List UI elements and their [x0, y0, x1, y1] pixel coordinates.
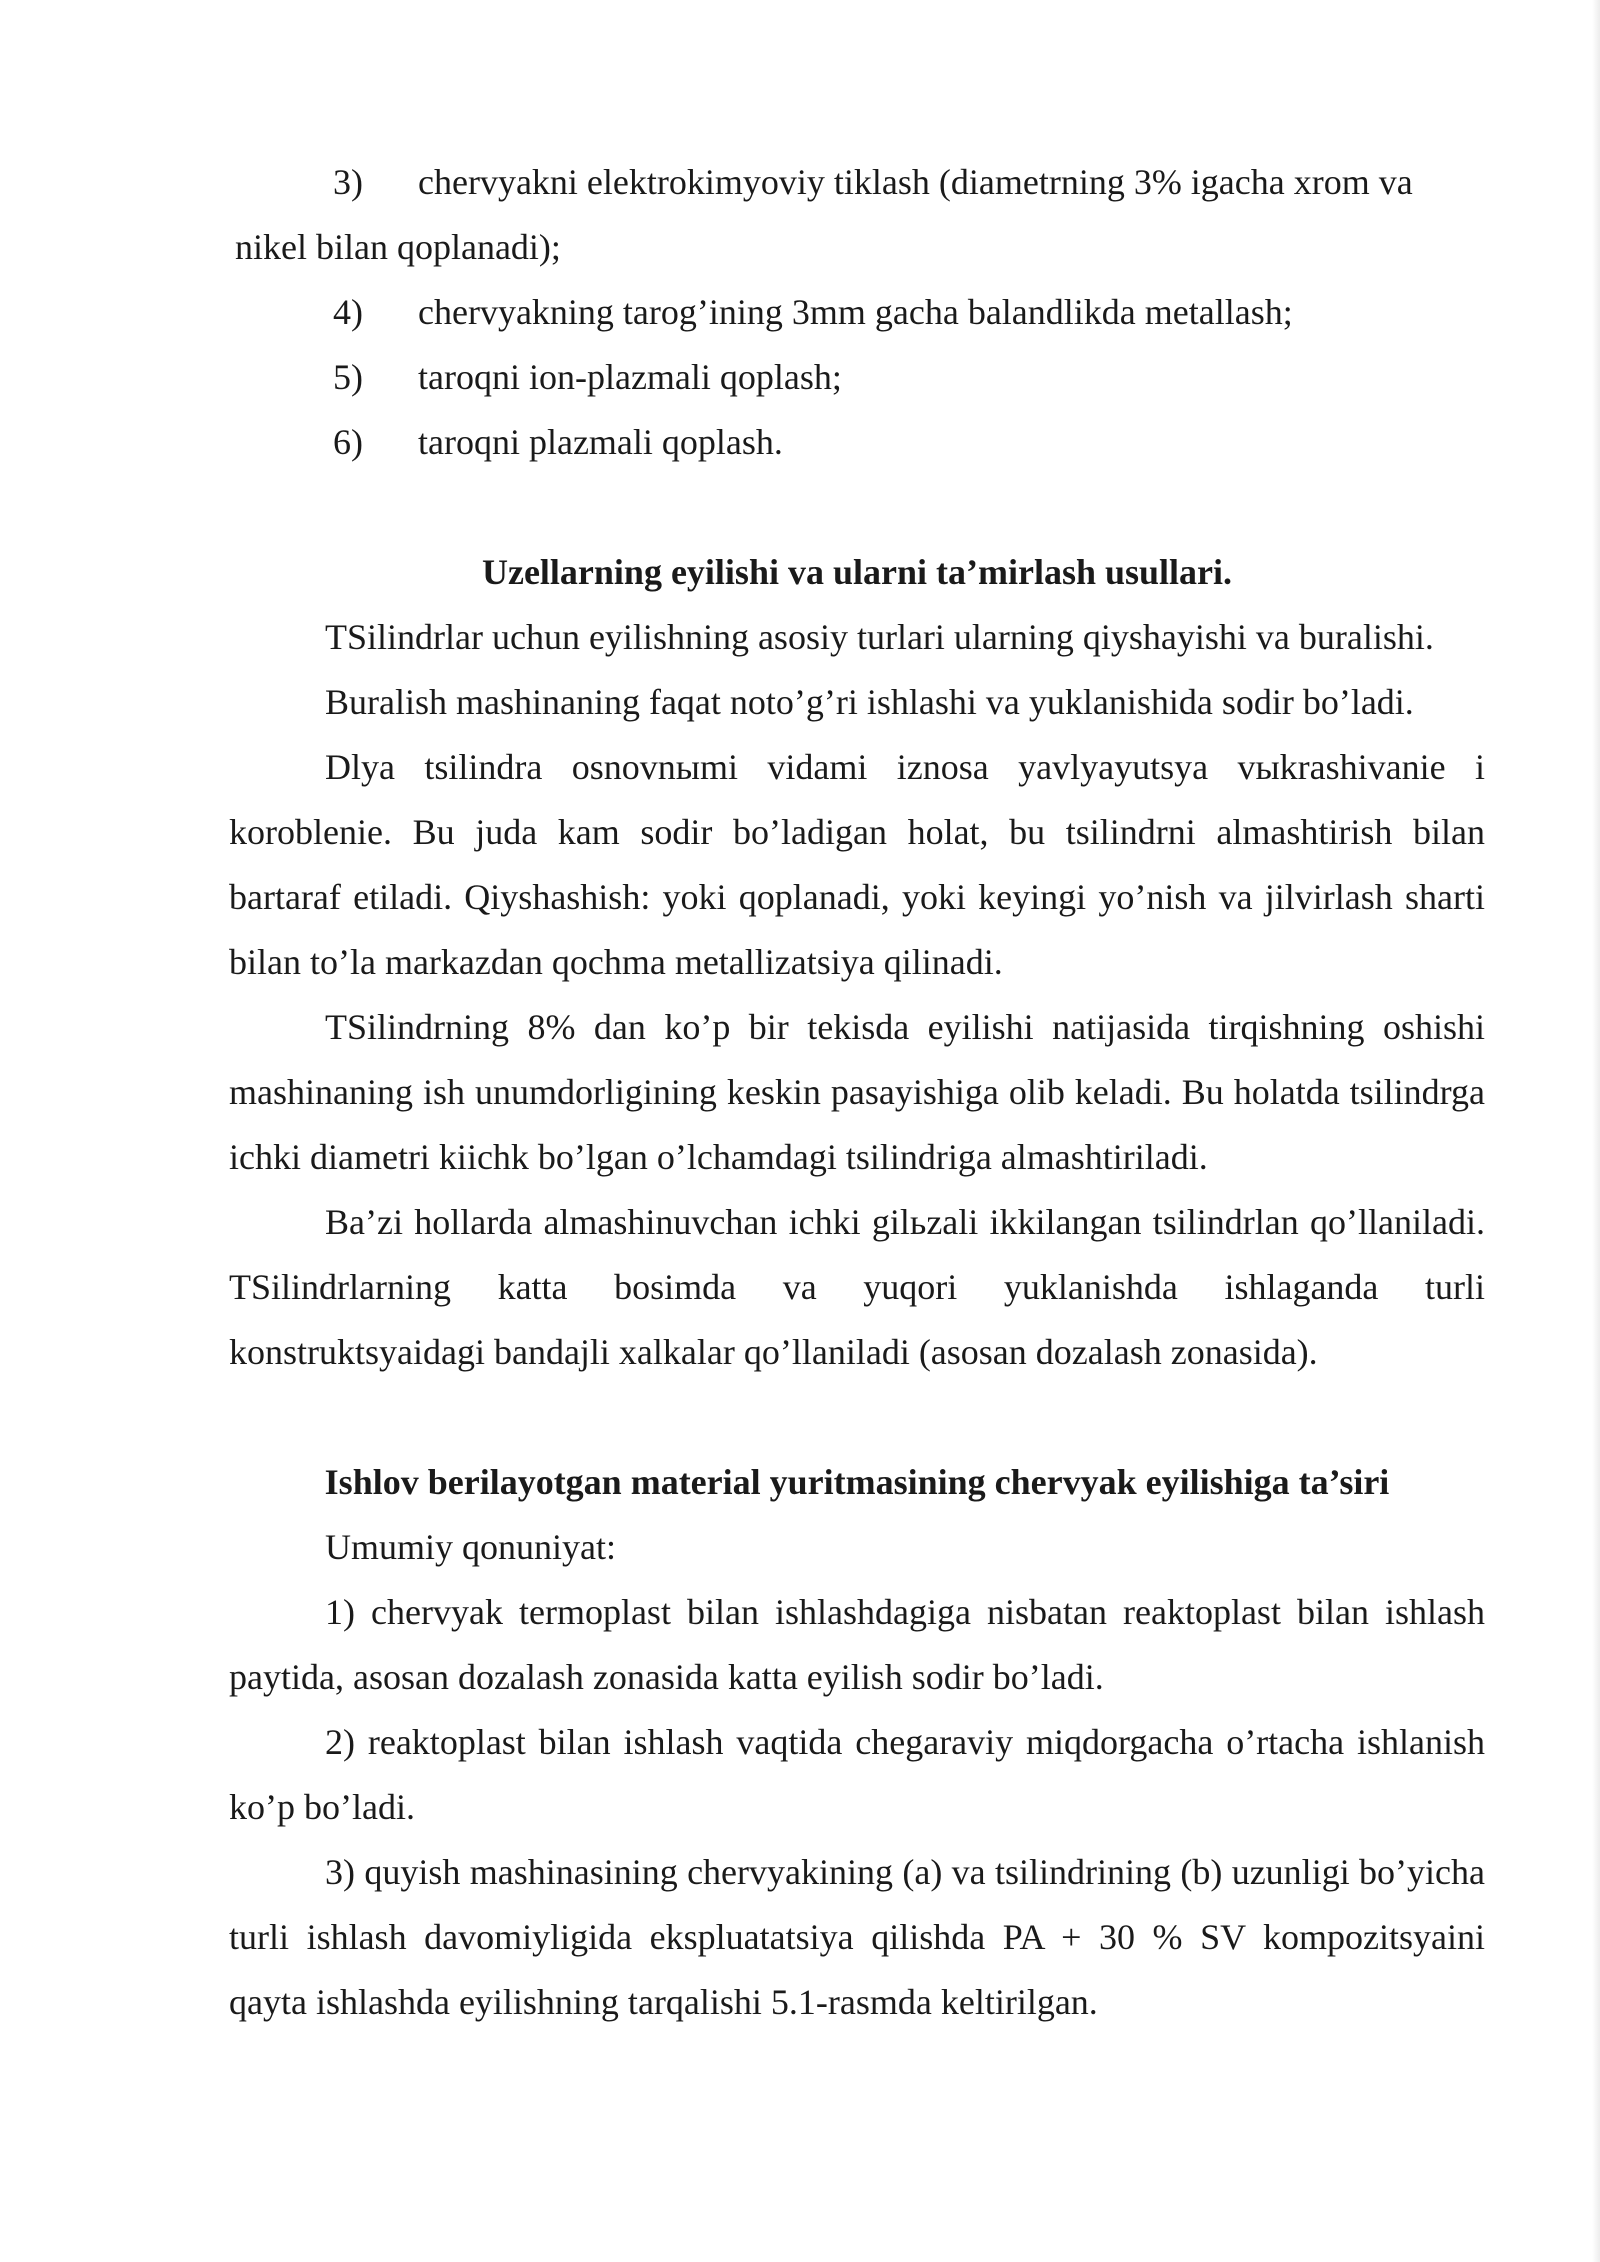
- page-edge-shadow: [1592, 0, 1600, 2262]
- list-item: [229, 280, 1485, 345]
- paragraph: 3) quyish mashinasining chervyakining (a) va tsilindrining (b) uzunligi bo’yicha turli ishlash davomiyligida ekspluatatsiya qilishda PA + 30 % SV kompozitsyaini qayta ishlashda eyilishning tarqalishi 5.1-rasmda keltirilgan.: [229, 1852, 1485, 2022]
- paragraph: Ba’zi hollarda almashinuvchan ichki gilьzali ikkilangan tsilindrlan qo’llaniladi. TSilindrlarning katta bosimda va yuqori yuklanishda ishlaganda turli konstruktsyaidagi bandajli xalkalar qo’llaniladi (asosan dozalash zonasida).: [229, 1202, 1485, 1372]
- paragraph: TSilindrlar uchun eyilishning asosiy turlari ularning qiyshayishi va buralishi.: [325, 617, 1434, 657]
- list-item: [229, 345, 1485, 410]
- paragraph: Buralish mashinaning faqat noto’g’ri ishlashi va yuklanishida sodir bo’ladi.: [325, 682, 1414, 722]
- list-item-number: 5): [333, 357, 363, 397]
- list-item-number: 4): [333, 292, 363, 332]
- page-content: [229, 150, 1485, 2035]
- list-item-text: taroqni ion-plazmali qoplash;: [418, 357, 842, 397]
- list-item-text: taroqni plazmali qoplash.: [418, 422, 783, 462]
- list-item: [229, 150, 1485, 215]
- list-item-number: 3): [333, 162, 363, 202]
- list-item-text: chervyakning tarog’ining 3mm gacha balandlikda metallash;: [418, 292, 1293, 332]
- spacer: [229, 475, 1485, 540]
- spacer: [229, 1385, 1485, 1450]
- paragraph: 1) chervyak termoplast bilan ishlashdagiga nisbatan reaktoplast bilan ishlash paytida, asosan dozalash zonasida katta eyilish sodir bo’ladi.: [229, 1592, 1485, 1697]
- paragraph: 2) reaktoplast bilan ishlash vaqtida chegaraviy miqdorgacha o’rtacha ishlanish ko’p bo’ladi.: [229, 1722, 1485, 1827]
- section-heading: Ishlov berilayotgan material yuritmasining chervyak eyilishiga ta’siri: [324, 1462, 1390, 1502]
- paragraph: Dlya tsilindra osnovnыmi vidami iznosa yavlyayutsya vыkrashivanie i koroblenie. Bu juda kam sodir bo’ladigan holat, bu tsilindrni almashtirish bilan bartaraf etiladi. Qiyshashish: yoki qoplanadi, yoki keyingi yo’nish va jilvirlash sharti bilan to’la markazdan qochma metallizatsiya qilinadi.: [229, 747, 1485, 982]
- paragraph: Umumiy qonuniyat:: [325, 1527, 616, 1567]
- list-item-continuation: nikel bilan qoplanadi);: [235, 227, 561, 267]
- paragraph: TSilindrning 8% dan ko’p bir tekisda eyilishi natijasida tirqishning oshishi mashinaning ish unumdorligining keskin pasayishiga olib keladi. Bu holatda tsilindrga ichki diametri kiichk bo’lgan o’lchamdagi tsilindriga almashtiriladi.: [229, 1007, 1485, 1177]
- list-item-number: 6): [333, 422, 363, 462]
- section-heading: Uzellarning eyilishi va ularni ta’mirlash usullari.: [481, 552, 1233, 592]
- list-item: [229, 410, 1485, 475]
- list-item-text: chervyakni elektrokimyoviy tiklash (diametrning 3% igacha xrom va: [418, 162, 1413, 202]
